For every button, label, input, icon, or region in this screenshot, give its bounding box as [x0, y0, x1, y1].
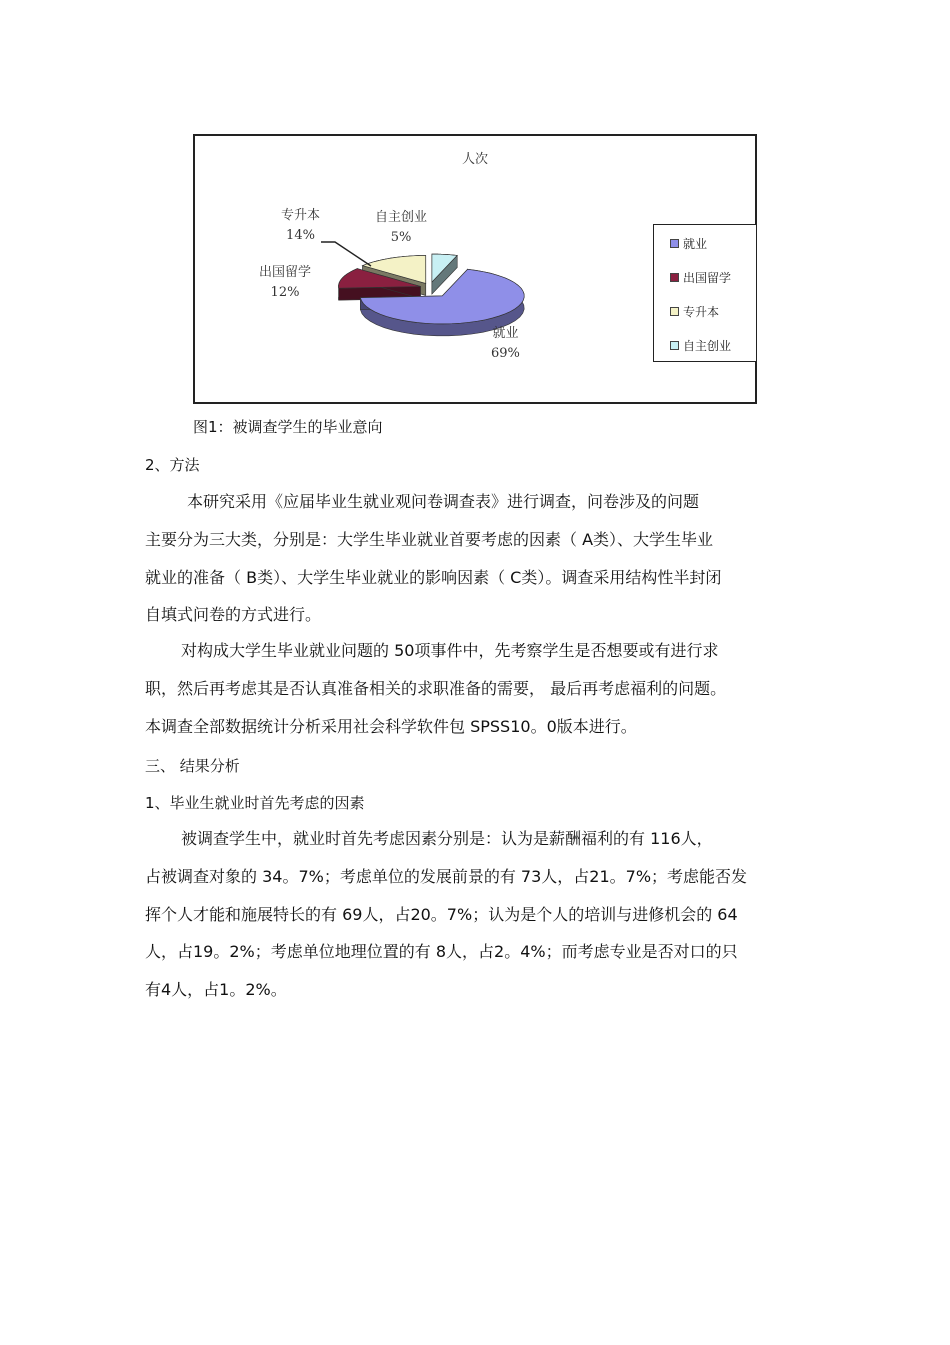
paragraph-line: 人，占19。2%；考虑单位地理位置的有 8人，占2。4%；而考虑专业是否对口的只: [145, 942, 738, 962]
legend-label: 专升本: [683, 305, 720, 319]
label-zhuanshengben: [281, 206, 320, 246]
legend-swatch: [670, 341, 679, 350]
slice-name-jiuye: 就业: [492, 326, 519, 341]
paragraph-line: 自填式问卷的方式进行。: [145, 605, 322, 625]
paragraph-line: 职，然后再考虑其是否认真准备相关的求职准备的需要， 最后再考虑福利的问题。: [145, 678, 727, 698]
slice-value-chuguoliuxue: 12%: [270, 285, 300, 300]
legend-item-chuguoliuxue: [670, 269, 731, 286]
slice-name-zizhuchuangye: 自主创业: [375, 210, 428, 225]
slice-value-zhuanshengben: 14%: [286, 228, 315, 243]
slice-value-jiuye: 69%: [491, 346, 520, 361]
legend-label: 自主创业: [683, 339, 732, 353]
section-heading-results: 三、 结果分析: [145, 757, 240, 775]
label-jiuye: [491, 324, 520, 364]
section-heading-method: 2、方法: [145, 456, 200, 474]
legend-swatch: [670, 307, 679, 316]
pie-chart: [193, 134, 757, 404]
legend-item-zizhuchuangye: [670, 337, 731, 354]
paragraph-line: 挥个人才能和施展特长的有 69人，占20。7%；认为是个人的培训与进修机会的 64: [145, 904, 738, 924]
paragraph-line: 占被调查对象的 34。7%；考虑单位的发展前景的有 73人，占21。7%；考虑能否发: [145, 866, 748, 886]
chart-title: 人次: [461, 152, 488, 167]
figure-caption: 图1：被调查学生的毕业意向: [193, 418, 383, 436]
paragraph-events: [145, 632, 810, 745]
legend-swatch: [670, 273, 679, 282]
label-zizhuchuangye: [375, 208, 427, 248]
slice-name-chuguoliuxue: 出国留学: [259, 265, 312, 280]
paragraph-line: 本调查全部数据统计分析采用社会科学软件包 SPSS10。0版本进行。: [145, 716, 637, 736]
chart-legend: [653, 224, 757, 362]
label-chuguoliuxue: [259, 263, 311, 303]
legend-label: 就业: [683, 237, 708, 251]
legend-item-zhuanshengben: [670, 303, 719, 320]
legend-swatch: [670, 239, 679, 248]
paragraph-line: 本研究采用《应届毕业生就业观问卷调查表》进行调查，问卷涉及的问题: [187, 492, 700, 511]
paragraph-method: [145, 483, 810, 634]
subsection-heading-factors: 1、毕业生就业时首先考虑的因素: [145, 794, 365, 812]
paragraph-line: 就业的准备（ B类）、大学生毕业就业的影响因素（ C类）。调查采用结构性半封闭: [145, 567, 722, 587]
slice-name-zhuanshengben: 专升本: [281, 208, 321, 223]
paragraph-line: 有4人，占1。2%。: [145, 980, 287, 1000]
legend-item-jiuye: [670, 235, 707, 252]
slice-value-zizhuchuangye: 5%: [390, 230, 412, 245]
paragraph-line: 对构成大学生毕业就业问题的 50项事件中，先考察学生是否想要或有进行求: [181, 641, 719, 660]
paragraph-factors: [145, 820, 810, 1009]
paragraph-line: 被调查学生中，就业时首先考虑因素分别是：认为是薪酬福利的有 116人，: [181, 829, 713, 848]
legend-label: 出国留学: [683, 271, 732, 285]
paragraph-line: 主要分为三大类，分别是：大学生毕业就业首要考虑的因素（ A类）、大学生毕业: [145, 529, 714, 549]
leader-line: [321, 242, 371, 266]
